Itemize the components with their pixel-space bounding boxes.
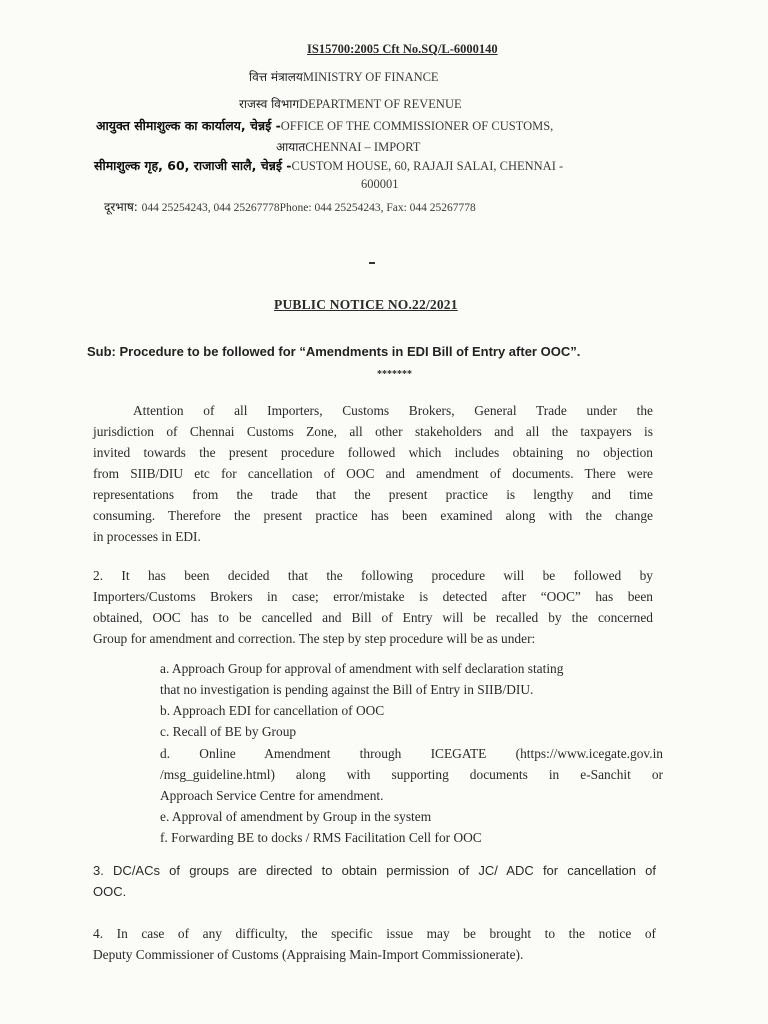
step-f: f. Forwarding BE to docks / RMS Facilitation Cell for OOC bbox=[160, 830, 482, 845]
paragraph-2 bbox=[93, 565, 653, 649]
step-d-line-1: d. Online Amendment through ICEGATE (https://www.icegate.gov.in bbox=[160, 746, 663, 761]
paragraph-2-line: 2. It has been decided that the following procedure will be followed by bbox=[93, 568, 653, 583]
paragraph-1-line: consuming. Therefore the present practice has been examined along with the change bbox=[93, 508, 653, 523]
paragraph-4 bbox=[93, 923, 656, 965]
paragraph-1 bbox=[93, 400, 653, 547]
import-english: CHENNAI – IMPORT bbox=[305, 140, 421, 154]
phone-fax-numbers: 044 25254243, 044 25267778Phone: 044 25254243, Fax: 044 25267778 bbox=[141, 202, 476, 214]
phone-line bbox=[104, 198, 476, 215]
paragraph-1-line: invited towards the present procedure followed which includes obtaining no objection bbox=[93, 445, 653, 460]
department-line bbox=[239, 95, 462, 112]
department-english: DEPARTMENT OF REVENUE bbox=[299, 97, 462, 111]
step-b: b. Approach EDI for cancellation of OOC bbox=[160, 703, 385, 718]
step-d-line-2: /msg_guideline.html) along with supporting documents in e-Sanchit or bbox=[160, 767, 663, 782]
phone-hindi: दूरभाष: bbox=[104, 200, 142, 214]
ministry-hindi: वित्त मंत्रालय bbox=[249, 70, 303, 84]
paragraph-4-line: 4. In case of any difficulty, the specific issue may be brought to the notice of bbox=[93, 926, 656, 941]
department-hindi: राजस्व विभाग bbox=[239, 97, 300, 111]
office-hindi: आयुक्त सीमाशुल्क का कार्यालय, चेन्नई - bbox=[96, 118, 281, 133]
pin-code: 600001 bbox=[361, 177, 399, 191]
subject-line: Sub: Procedure to be followed for “Amendments in EDI Bill of Entry after OOC”. bbox=[87, 344, 581, 359]
paragraph-2-line: Importers/Customs Brokers in case; error/mistake is detected after “OOC” has been bbox=[93, 589, 653, 604]
office-english: OFFICE OF THE COMMISSIONER OF CUSTOMS, bbox=[280, 119, 554, 133]
paragraph-2-line: Group for amendment and correction. The step by step procedure will be as under: bbox=[93, 631, 536, 646]
ministry-english: MINISTRY OF FINANCE bbox=[302, 70, 439, 84]
paragraph-3-line: 3. DC/ACs of groups are directed to obtain permission of JC/ ADC for cancellation of bbox=[93, 863, 656, 878]
public-notice-title: PUBLIC NOTICE NO.22/2021 bbox=[274, 297, 458, 312]
step-d-line-3: Approach Service Centre for amendment. bbox=[160, 788, 384, 803]
paragraph-1-line: representations from the trade that the present practice is lengthy and time bbox=[93, 487, 653, 502]
ministry-line bbox=[249, 68, 439, 85]
paragraph-1-line: jurisdiction of Chennai Customs Zone, all other stakeholders and all the taxpayers is bbox=[93, 424, 653, 439]
import-line bbox=[276, 138, 420, 155]
step-a-line-2: that no investigation is pending against the Bill of Entry in SIIB/DIU. bbox=[160, 682, 534, 697]
step-a-line-1: a. Approach Group for approval of amendment with self declaration stating bbox=[160, 661, 564, 676]
paragraph-1-line: from SIIB/DIU etc for cancellation of OOC and amendment of documents. There were bbox=[93, 466, 653, 481]
address-hindi: सीमाशुल्क गृह, 60, राजाजी सालै, चेन्नई - bbox=[94, 158, 292, 173]
asterisk-separator: ******* bbox=[377, 369, 412, 380]
paragraph-3 bbox=[93, 860, 656, 902]
paragraph-1-line: Attention of all Importers, Customs Brokers, General Trade under the bbox=[133, 403, 653, 418]
step-c: c. Recall of BE by Group bbox=[160, 724, 297, 739]
address-english: CUSTOM HOUSE, 60, RAJAJI SALAI, CHENNAI - bbox=[291, 159, 564, 173]
header-separator-dash bbox=[369, 262, 375, 264]
address-line bbox=[94, 157, 563, 174]
paragraph-4-line: Deputy Commissioner of Customs (Appraising Main-Import Commissionerate). bbox=[93, 947, 524, 962]
paragraph-3-line: OOC. bbox=[93, 884, 127, 899]
paragraph-2-line: obtained, OOC has to be cancelled and Bill of Entry will be recalled by the concerned bbox=[93, 610, 653, 625]
office-line bbox=[96, 117, 553, 134]
certification-number: IS15700:2005 Cft No.SQ/L-6000140 bbox=[307, 42, 498, 56]
step-e: e. Approval of amendment by Group in the system bbox=[160, 809, 432, 824]
import-hindi: आयात bbox=[276, 140, 306, 154]
paragraph-1-line: in processes in EDI. bbox=[93, 529, 201, 544]
